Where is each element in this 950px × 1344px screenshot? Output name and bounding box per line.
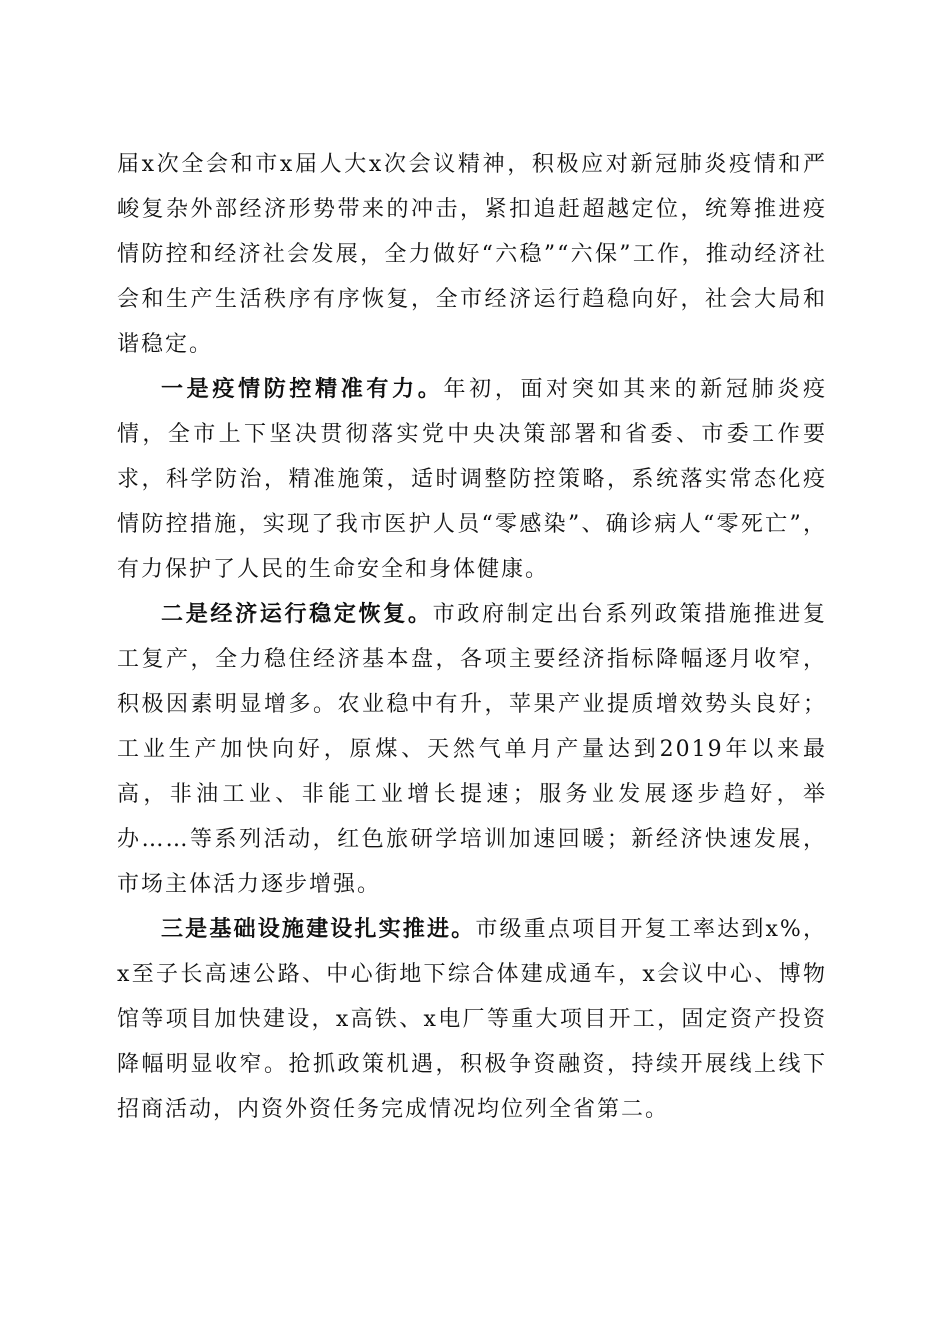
paragraph-intro-text: 届x次全会和市x届人大x次会议精神，积极应对新冠肺炎疫情和严峻复杂外部经济形势带来的冲击，紧扣追赶超越定位，统筹推进疫情防控和经济社会发展，全力做好“六稳”“六保”工作，推动经济社会和生产生活秩序有序恢复，全市经济运行趋稳向好，社会大局和谐稳定。 — [117, 152, 827, 357]
paragraph-heading: 一是疫情防控精准有力。 — [161, 376, 444, 402]
paragraph-text: 市级重点项目开复工率达到x%，x至子长高速公路、中心街地下综合体建成通车，x会议中心、博物馆等项目加快建设，x高铁、x电厂等重大项目开工，固定资产投资降幅明显收窄。抢抓政策机遇，积极争资融资，持续开展线上线下招商活动，内资外资任务完成情况均位列全省第二。 — [117, 917, 827, 1122]
paragraph-heading: 二是经济运行稳定恢复。 — [161, 601, 433, 627]
paragraph-heading: 三是基础设施建设扎实推进。 — [161, 916, 476, 942]
paragraph-text: 年初，面对突如其来的新冠肺炎疫情，全市上下坚决贯彻落实党中央决策部署和省委、市委工作要求，科学防治，精准施策，适时调整防控策略，系统落实常态化疫情防控措施，实现了我市医护人员“零感染”、确诊病人“零死亡”，有力保护了人民的生命安全和身体健康。 — [117, 377, 827, 582]
paragraph-text: 市政府制定出台系列政策措施推进复工复产，全力稳住经济基本盘，各项主要经济指标降幅逐月收窄，积极因素明显增多。农业稳中有升，苹果产业提质增效势头良好；工业生产加快向好，原煤、天然气单月产量达到2019年以来最高，非油工业、非能工业增长提速；服务业发展逐步趋好，举办……等系列活动，红色旅研学培训加速回暖；新经济快速发展，市场主体活力逐步增强。 — [117, 602, 827, 897]
paragraph-infrastructure — [117, 907, 827, 1132]
document-body — [117, 142, 827, 1132]
paragraph-epidemic-control — [117, 367, 827, 592]
paragraph-intro — [117, 142, 827, 367]
paragraph-economic-recovery — [117, 592, 827, 907]
